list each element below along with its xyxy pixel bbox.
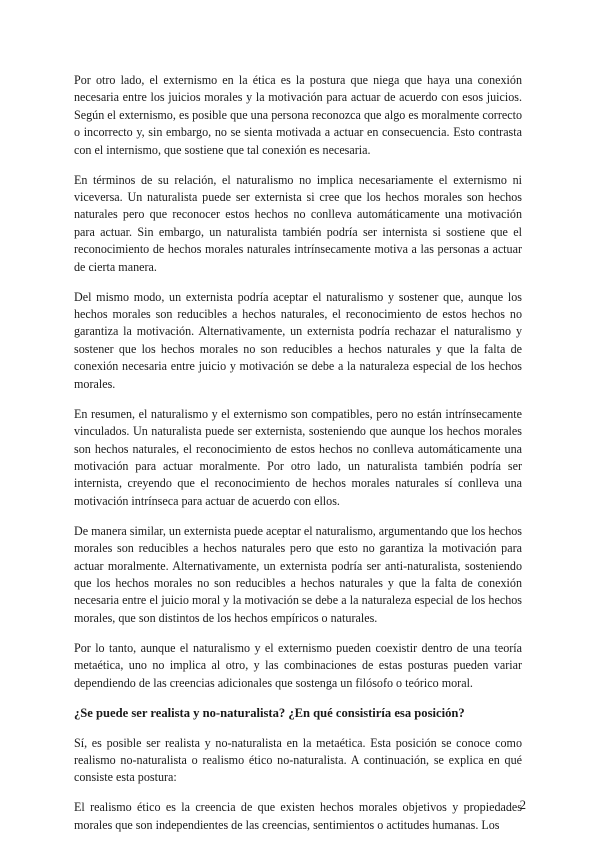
paragraph-realismo-etico: El realismo ético es la creencia de que existen hechos morales objetivos y propiedades morales que son independientes de las creencias, sentimientos o actitudes humanas. Los: [74, 800, 522, 832]
paragraph-realismo-no-naturalista: Sí, es posible ser realista y no-naturalista en la metaética. Esta posición se conoce como realismo no-naturalista o realismo ético no-naturalista. A continuación, se explica en qué consiste esta postura:: [74, 735, 522, 785]
paragraph-resumen: En resumen, el naturalismo y el externismo son compatibles, pero no están intrínsecamente vinculados. Un naturalista puede ser externista, sosteniendo que aunque los hechos morales son hechos naturales, el reconocimiento de estos hechos no conlleva automáticamente una motivación para actuar moralmente. Por otro lado, un naturalista también podría ser internista, creyendo que el reconocimiento de hechos morales naturales sí conlleva una motivación intrínseca para actuar de acuerdo con ellos.: [74, 406, 522, 508]
paragraph-externismo-definition: Por otro lado, el externismo en la ética es la postura que niega que haya una conexión necesaria entre los juicios morales y la motivación para actuar de acuerdo con esos juicios. Según el externismo, es posible que una persona reconozca que algo es moralmente correcto o incorrecto y, sin embargo, no se sienta motivada a actuar en consecuencia. Esto contrasta con el internismo, que sostiene que tal conexión es necesaria.: [74, 73, 522, 157]
paragraph-externista-naturalismo: Del mismo modo, un externista podría aceptar el naturalismo y sostener que, aunque los hechos morales son reducibles a hechos naturales, el reconocimiento de estos hechos no garantiza la motivación. Alternativamente, un externista podría rechazar el naturalismo y sostener que los hechos morales no son reducibles a hechos naturales y que la falta de conexión necesaria entre juicio y motivación se debe a la naturaleza especial de los hechos morales.: [74, 289, 522, 391]
paragraph-manera-similar: De manera similar, un externista puede aceptar el naturalismo, argumentando que los hechos morales son reducibles a hechos naturales pero que esto no garantiza la motivación para actuar moralmente. Alternativamente, un externista podría ser anti-naturalista, sosteniendo que los hechos morales no son reducibles a hechos naturales y que la falta de conexión necesaria entre el juicio moral y la motivación se debe a la naturaleza especial de los hechos morales, que son distintos de los hechos empíricos o naturales.: [74, 523, 522, 625]
section-heading: ¿Se puede ser realista y no-naturalista? ¿En qué consistiría esa posición?: [74, 705, 465, 720]
paragraph-naturalismo-relation: En términos de su relación, el naturalismo no implica necesariamente el externismo ni viceversa. Un naturalista puede ser externista si cree que los hechos morales son hechos naturales pero que reconocer estos hechos no conlleva automáticamente una motivación para actuar. Sin embargo, un naturalista también podría ser internista si sostiene que el reconocimiento de hechos morales naturales intrínsecamente motiva a las personas a actuar de cierta manera.: [74, 172, 522, 274]
paragraph-conclusion: Por lo tanto, aunque el naturalismo y el externismo pueden coexistir dentro de una teoría metaética, uno no implica al otro, y las combinaciones de estas posturas pueden variar dependiendo de las creencias adicionales que sostenga un filósofo o teórico moral.: [74, 640, 522, 690]
page-number: 2: [519, 798, 526, 812]
